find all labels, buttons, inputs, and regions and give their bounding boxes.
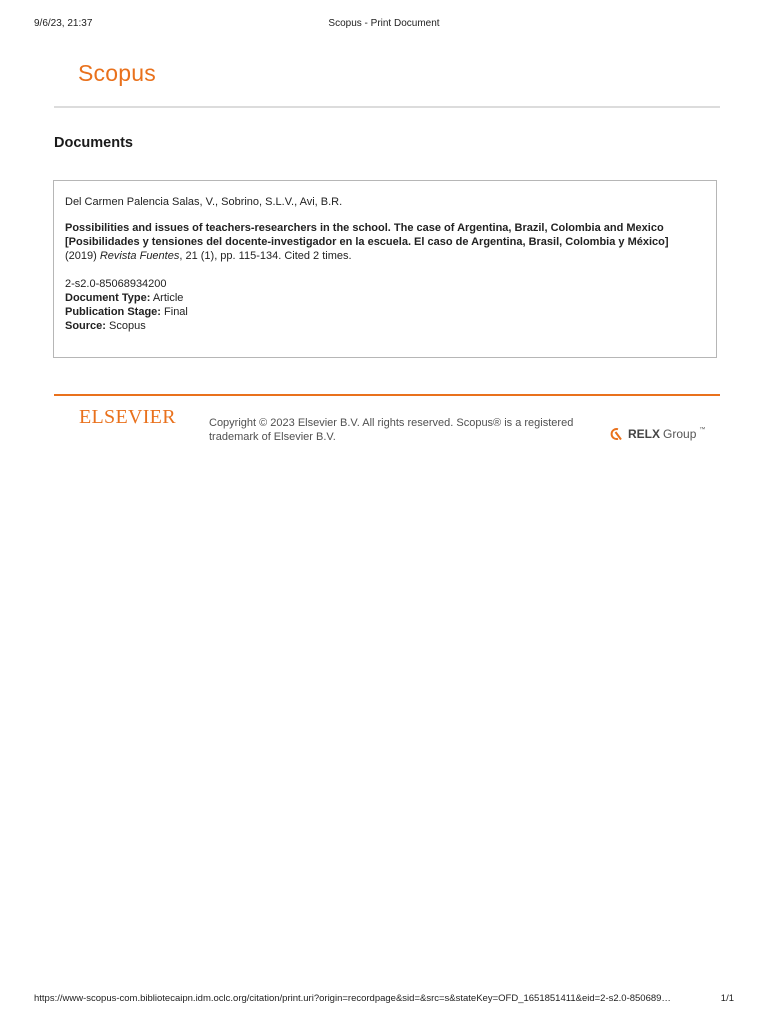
print-datetime: 9/6/23, 21:37 — [34, 18, 93, 29]
print-url: https://www-scopus-com.bibliotecaipn.idm.oclc.org/citation/print.uri?origin=recordpage&sid=&src=s&stateKey=OFD_1651851411&eid=2-s2.0-850689… — [34, 993, 671, 1004]
document-authors: Del Carmen Palencia Salas, V., Sobrino, S.L.V., Avi, B.R. — [65, 196, 343, 208]
journal-name: Revista Fuentes — [99, 250, 180, 262]
document-record — [53, 180, 717, 358]
copyright-text: Copyright © 2023 Elsevier B.V. All rights reserved. Scopus® is a registered trademark of Elsevier B.V. — [209, 417, 574, 443]
print-footer — [0, 993, 768, 1007]
document-type-label: Document Type: — [65, 292, 151, 304]
source-row — [65, 319, 705, 333]
relx-trademark: ™ — [699, 427, 706, 433]
publication-stage-label: Publication Stage: — [65, 306, 161, 318]
publication-year: (2019) — [65, 250, 97, 262]
relx-group-logo[interactable] — [609, 426, 705, 442]
header-divider — [54, 106, 720, 108]
document-eid: 2-s2.0-85068934200 — [65, 278, 167, 290]
publication-stage-value: Final — [164, 306, 188, 318]
page-title: Documents — [54, 135, 133, 151]
document-type-row — [65, 291, 705, 305]
source-value: Scopus — [109, 320, 146, 332]
elsevier-logo[interactable]: ELSEVIER — [79, 406, 176, 428]
print-title: Scopus - Print Document — [328, 18, 440, 29]
scopus-logo[interactable]: Scopus — [78, 60, 156, 86]
page-number: 1/1 — [720, 993, 734, 1004]
publication-details: , 21 (1), pp. 115-134. Cited 2 times. — [179, 250, 352, 262]
relx-group-text: Group — [663, 427, 697, 441]
publication-info — [65, 249, 705, 263]
footer-divider — [54, 394, 720, 396]
relx-mark-icon — [609, 427, 625, 441]
document-title: Possibilities and issues of teachers-researchers in the school. The case of Argentina, Brazil, Colombia and Mexico [Posibilidades y tensiones del docente-investigador en la escuela. El caso de Argentina, Brasil, Colombia y México] — [65, 222, 669, 248]
source-label: Source: — [65, 320, 106, 332]
print-header — [0, 18, 768, 32]
document-type-value: Article — [152, 292, 184, 304]
relx-wordmark: RELX — [628, 427, 661, 441]
publication-stage-row — [65, 305, 705, 319]
